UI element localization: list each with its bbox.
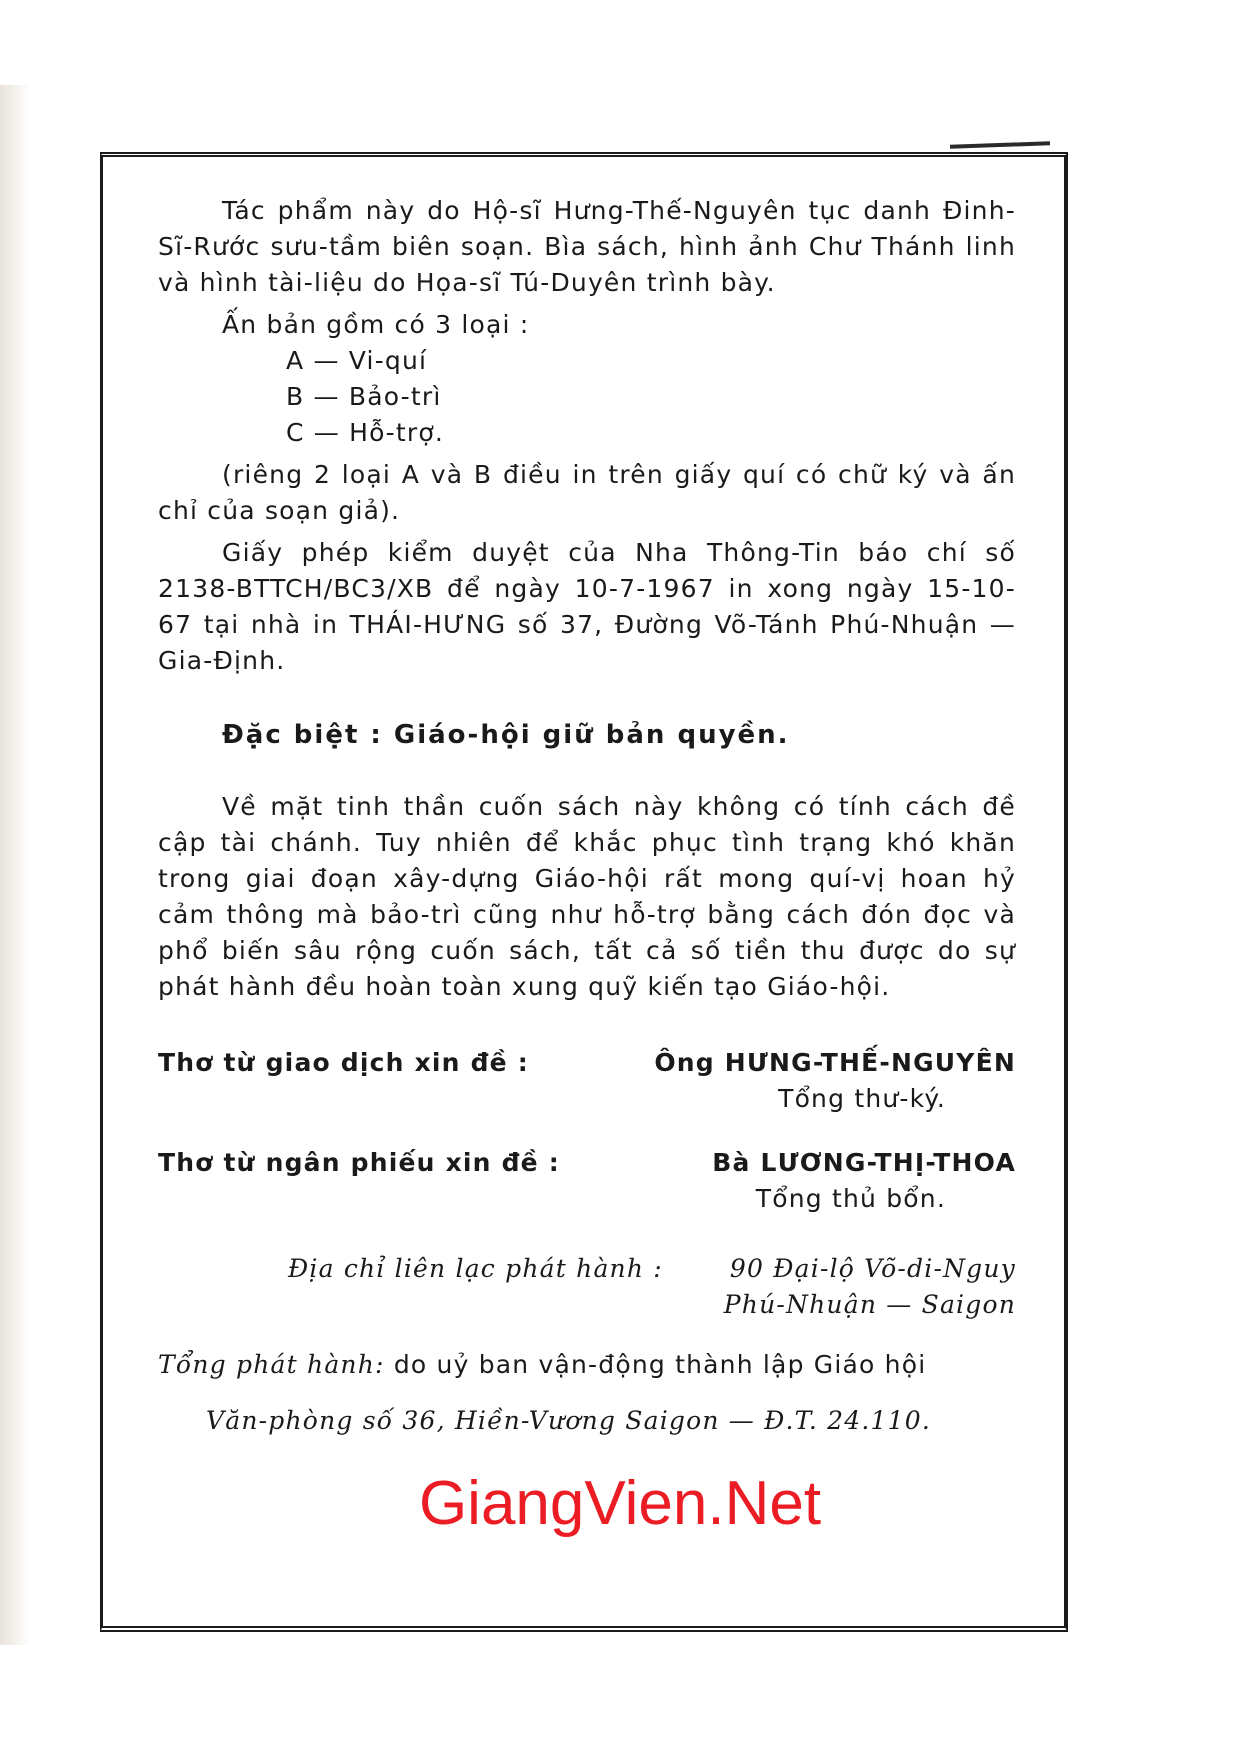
general-distribution — [158, 1347, 1016, 1383]
document-content — [158, 193, 1016, 1439]
contact-title: Tổng thủ bổn. — [755, 1184, 946, 1213]
intro-paragraph: Tác phẩm này do Hộ-sĩ Hưng-Thế-Nguyên tục danh Đinh-Sĩ-Rước sưu-tầm biên soạn. Bìa sách, hình ảnh Chư Thánh linh và hình tài-liệu do Họa-sĩ Tú-Duyên trình bày. — [158, 196, 1016, 297]
contact-label: Thơ từ giao dịch xin đề : — [158, 1048, 529, 1077]
contact-name: Bà LƯƠNG-THỊ-THOA — [712, 1148, 1016, 1177]
distribution-value: do uỷ ban vận-động thành lập Giáo hội — [393, 1350, 927, 1379]
distribution-address — [158, 1251, 1016, 1287]
frame-corner-stroke — [950, 141, 1050, 148]
edition-item: A — Vi-quí — [286, 346, 428, 375]
address-line: 90 Đại-lộ Võ-di-Nguy — [729, 1254, 1016, 1283]
address-line: Phú-Nhuận — Saigon — [723, 1290, 1016, 1319]
contact-money-order — [158, 1145, 1016, 1181]
distribution-label: Tổng phát hành: — [158, 1350, 385, 1379]
purpose-paragraph: Về mặt tinh thần cuốn sách này không có tính cách đề cập tài chánh. Tuy nhiên để khắc phục tình trạng khó khăn trong giai đoạn xây-dựng Giáo-hội rất mong quí-vị hoan hỷ cảm thông mà bảo-trì cũng như hỗ-trợ bằng cách đón đọc và phổ biến sâu rộng cuốn sách, tất cả số tiền thu được do sự phát hành đều hoàn toàn xung quỹ kiến tạo Giáo-hội. — [158, 792, 1016, 1001]
permit-paragraph: Giấy phép kiểm duyệt của Nha Thông-Tin báo chí số 2138-BTTCH/BC3/XB để ngày 10-7-1967 in xong ngày 15-10-67 tại nhà in THÁI-HƯNG số 37, Đường Võ-Tánh Phú-Nhuận — Gia-Định. — [158, 538, 1016, 675]
address-label: Địa chỉ liên lạc phát hành : — [288, 1254, 663, 1283]
contact-title: Tổng thư-ký. — [778, 1084, 946, 1113]
watermark-logo: GiangVien.Net — [418, 1469, 822, 1538]
edition-item: B — Bảo-trì — [286, 382, 442, 411]
office-address: Văn-phòng số 36, Hiền-Vương Saigon — Đ.T. 24.110. — [206, 1406, 931, 1435]
page-edge-shadow — [0, 85, 30, 1645]
contact-name: Ông HƯNG-THẾ-NGUYÊN — [654, 1048, 1016, 1077]
editions-list — [286, 343, 1016, 451]
edition-item: C — Hỗ-trợ. — [286, 418, 444, 447]
contact-correspondence — [158, 1045, 1016, 1081]
editions-heading: Ấn bản gồm có 3 loại : — [222, 310, 530, 339]
editions-note: (riêng 2 loại A và B điều in trên giấy quí có chữ ký và ấn chỉ của soạn giả). — [158, 460, 1016, 525]
contact-label: Thơ từ ngân phiếu xin đề : — [158, 1148, 560, 1177]
copyright-notice: Đặc biệt : Giáo-hội giữ bản quyền. — [222, 720, 790, 750]
